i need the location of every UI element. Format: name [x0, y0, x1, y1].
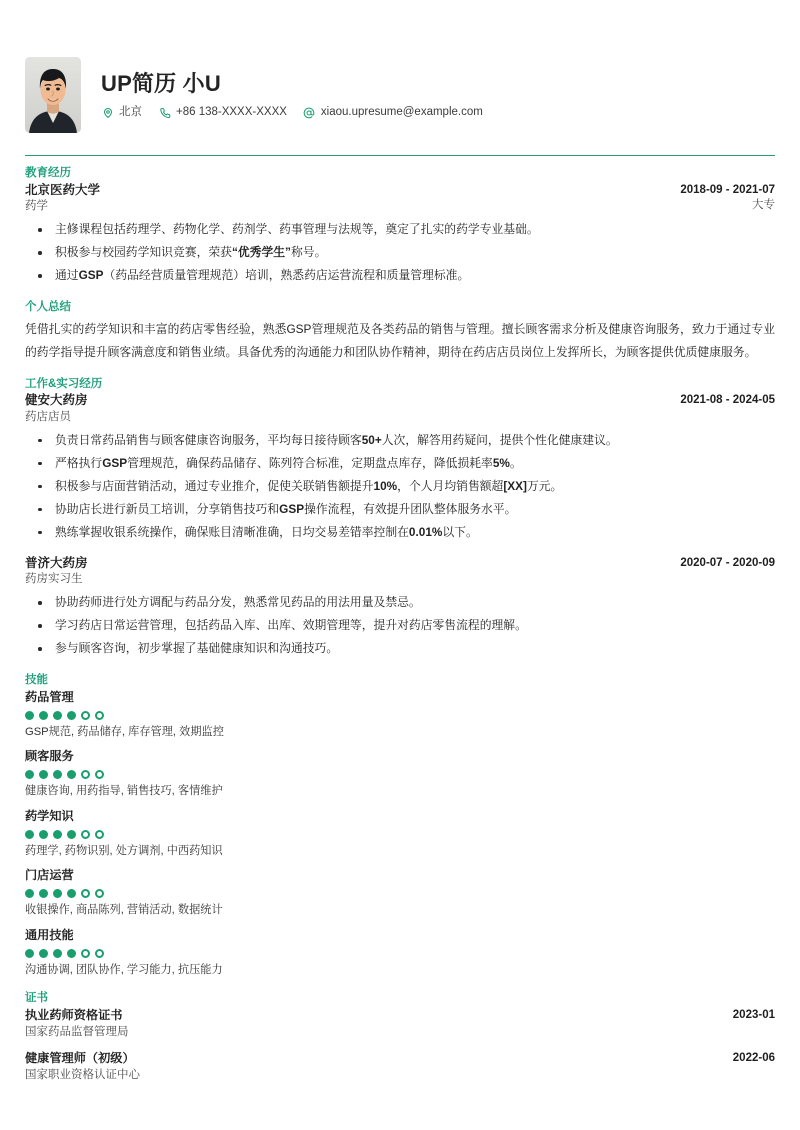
- work-entry-head: [25, 556, 775, 588]
- section-skills: [25, 673, 775, 978]
- skill-item: [25, 809, 775, 860]
- certificate-item: [25, 1008, 775, 1040]
- work-role: 药店店员: [25, 410, 71, 423]
- summary-text: 凭借扎实的药学知识和丰富的药店零售经验，熟悉GSP管理规范及各类药品的销售与管理。擅长顾客需求分析及健康咨询服务，致力于通过专业的药学指导提升顾客满意度和销售业绩。具备优秀的沟通能力和团队协作精神，期待在药店店员岗位上发挥所长，为顾客提供优质健康服务。: [25, 321, 775, 359]
- contact-phone: [158, 106, 287, 119]
- skill-dot-empty: [95, 770, 104, 779]
- education-entry-left: [25, 183, 100, 215]
- skill-name: 通用技能: [25, 927, 74, 942]
- skill-dot-filled: [67, 711, 76, 720]
- skill-level-meter: [25, 889, 775, 898]
- education-entry-head: [25, 183, 775, 215]
- skill-dot-filled: [53, 949, 62, 958]
- skill-keywords: 收银操作, 商品陈列, 营销活动, 数据统计: [25, 904, 223, 917]
- education-entry: [25, 183, 775, 288]
- header-text-block: [101, 71, 775, 119]
- education-school: 北京医药大学: [25, 182, 101, 197]
- email-at-icon: [303, 106, 316, 119]
- skill-dot-empty: [81, 889, 90, 898]
- skill-dot-filled: [25, 711, 34, 720]
- certificate-right: [733, 1008, 775, 1023]
- skill-dot-filled: [25, 770, 34, 779]
- phone-icon: [158, 106, 171, 119]
- section-title-certificates: 证书: [25, 992, 48, 1005]
- skill-dot-empty: [95, 949, 104, 958]
- skill-keywords: GSP规范, 药品储存, 库存管理, 效期监控: [25, 725, 224, 738]
- section-title-skills: 技能: [25, 674, 48, 687]
- certificate-head: [25, 1051, 775, 1083]
- skill-keywords: 健康咨询, 用药指导, 销售技巧, 客情维护: [25, 785, 223, 798]
- list-item: 严格执行GSP管理规范，确保药品储存、陈列符合标准，定期盘点库存，降低损耗率5%。: [25, 452, 775, 475]
- candidate-name: UP简历 小U: [101, 70, 221, 96]
- resume-header: [25, 0, 775, 133]
- certificate-issuer: 国家药品监督管理局: [25, 1025, 129, 1038]
- skill-name: 门店运营: [25, 868, 74, 883]
- skill-dot-filled: [39, 770, 48, 779]
- contact-location-text: 北京: [119, 105, 142, 118]
- section-title-summary: 个人总结: [25, 301, 71, 314]
- location-pin-icon: [101, 106, 114, 119]
- work-role: 药房实习生: [25, 573, 83, 586]
- work-bullets: [25, 591, 775, 660]
- skill-dot-empty: [81, 949, 90, 958]
- certificate-date: 2022-06: [732, 1052, 775, 1065]
- certificate-name: 健康管理师（初级）: [25, 1051, 135, 1066]
- skill-dot-filled: [53, 889, 62, 898]
- skill-dot-filled: [67, 770, 76, 779]
- skill-keywords: 沟通协调, 团队协作, 学习能力, 抗压能力: [25, 963, 223, 976]
- list-item: 学习药店日常运营管理，包括药品入库、出库、效期管理等，提升对药店零售流程的理解。: [25, 614, 775, 637]
- certificate-head: [25, 1008, 775, 1040]
- skill-dot-filled: [39, 711, 48, 720]
- skill-dot-empty: [81, 770, 90, 779]
- list-item: 负责日常药品销售与顾客健康咨询服务，平均每日接待顾客50+人次，解答用药疑问，提供个性化健康建议。: [25, 429, 775, 452]
- section-title-work: 工作&实习经历: [25, 377, 103, 390]
- section-certificates: [25, 991, 775, 1083]
- work-entry-head: [25, 393, 775, 425]
- skills-list: [25, 690, 775, 979]
- education-date: 2018-09 - 2021-07: [680, 183, 775, 196]
- work-entry-right: [680, 556, 775, 570]
- list-item: 熟练掌握收银系统操作，确保账目清晰准确，日均交易差错率控制在0.01%以下。: [25, 521, 775, 544]
- work-entry-left: [25, 393, 88, 425]
- contact-phone-text: +86 138-XXXX-XXXX: [176, 105, 287, 118]
- skill-dot-filled: [53, 770, 62, 779]
- section-work: [25, 377, 775, 661]
- skill-level-meter: [25, 711, 775, 720]
- section-title-education: 教育经历: [25, 167, 71, 179]
- list-item: 积极参与店面营销活动，通过专业推介，促使关联销售额提升10%，个人月均销售额超[XX]万元。: [25, 475, 775, 498]
- contact-list: [101, 106, 775, 119]
- skill-dot-filled: [67, 830, 76, 839]
- education-major: 药学: [25, 200, 48, 213]
- header-divider: [25, 155, 775, 156]
- skill-dot-filled: [39, 949, 48, 958]
- work-entry-right: [680, 393, 775, 407]
- work-entry: [25, 393, 775, 544]
- certificate-item: [25, 1051, 775, 1083]
- skill-item: [25, 749, 775, 800]
- certificate-date: 2023-01: [732, 1008, 775, 1021]
- skill-item: [25, 690, 775, 741]
- certificate-left: [25, 1051, 140, 1083]
- certificate-right: [733, 1051, 775, 1066]
- skill-dot-empty: [95, 830, 104, 839]
- skill-name: 药学知识: [25, 808, 74, 823]
- contact-email: [303, 106, 483, 119]
- skill-dot-filled: [39, 889, 48, 898]
- skill-dot-filled: [25, 830, 34, 839]
- skill-dot-filled: [53, 711, 62, 720]
- list-item: 协助店长进行新员工培训，分享销售技巧和GSP操作流程，有效提升团队整体服务水平。: [25, 498, 775, 521]
- work-company: 普济大药房: [25, 555, 88, 570]
- section-education: [25, 166, 775, 287]
- work-company: 健安大药房: [25, 393, 88, 408]
- education-bullets: [25, 218, 775, 287]
- certificate-issuer: 国家职业资格认证中心: [25, 1069, 140, 1082]
- skill-name: 顾客服务: [25, 749, 74, 764]
- work-entry: [25, 556, 775, 661]
- work-entry-left: [25, 556, 88, 588]
- list-item: 通过GSP（药品经营质量管理规范）培训，熟悉药店运营流程和质量管理标准。: [25, 264, 775, 287]
- skill-level-meter: [25, 770, 775, 779]
- avatar: [25, 57, 81, 133]
- list-item: 主修课程包括药理学、药物化学、药剂学、药事管理与法规等，奠定了扎实的药学专业基础。: [25, 218, 775, 241]
- contact-location: [101, 106, 142, 119]
- skill-level-meter: [25, 830, 775, 839]
- certificate-left: [25, 1008, 129, 1040]
- work-date: 2020-07 - 2020-09: [680, 556, 775, 569]
- skill-dot-filled: [25, 949, 34, 958]
- list-item: 协助药师进行处方调配与药品分发，熟悉常见药品的用法用量及禁忌。: [25, 591, 775, 614]
- skill-item: [25, 868, 775, 919]
- list-item: 参与顾客咨询，初步掌握了基础健康知识和沟通技巧。: [25, 637, 775, 660]
- skill-dot-empty: [81, 830, 90, 839]
- work-bullets: [25, 429, 775, 544]
- skill-dot-filled: [25, 889, 34, 898]
- skill-dot-empty: [81, 711, 90, 720]
- skill-dot-filled: [53, 830, 62, 839]
- skill-level-meter: [25, 949, 775, 958]
- contact-email-text: xiaou.upresume@example.com: [320, 105, 483, 118]
- skill-keywords: 药理学, 药物识别, 处方调剂, 中西药知识: [25, 844, 223, 857]
- skill-dot-filled: [39, 830, 48, 839]
- education-degree: 大专: [752, 198, 775, 211]
- section-summary: [25, 300, 775, 364]
- education-entry-right: [680, 183, 775, 213]
- skill-dot-empty: [95, 711, 104, 720]
- skill-name: 药品管理: [25, 689, 74, 704]
- skill-dot-empty: [95, 889, 104, 898]
- skill-dot-filled: [67, 889, 76, 898]
- skill-item: [25, 928, 775, 979]
- certificate-name: 执业药师资格证书: [25, 1007, 123, 1022]
- list-item: 积极参与校园药学知识竞赛，荣获“优秀学生”称号。: [25, 241, 775, 264]
- skill-dot-filled: [67, 949, 76, 958]
- work-date: 2021-08 - 2024-05: [680, 394, 775, 407]
